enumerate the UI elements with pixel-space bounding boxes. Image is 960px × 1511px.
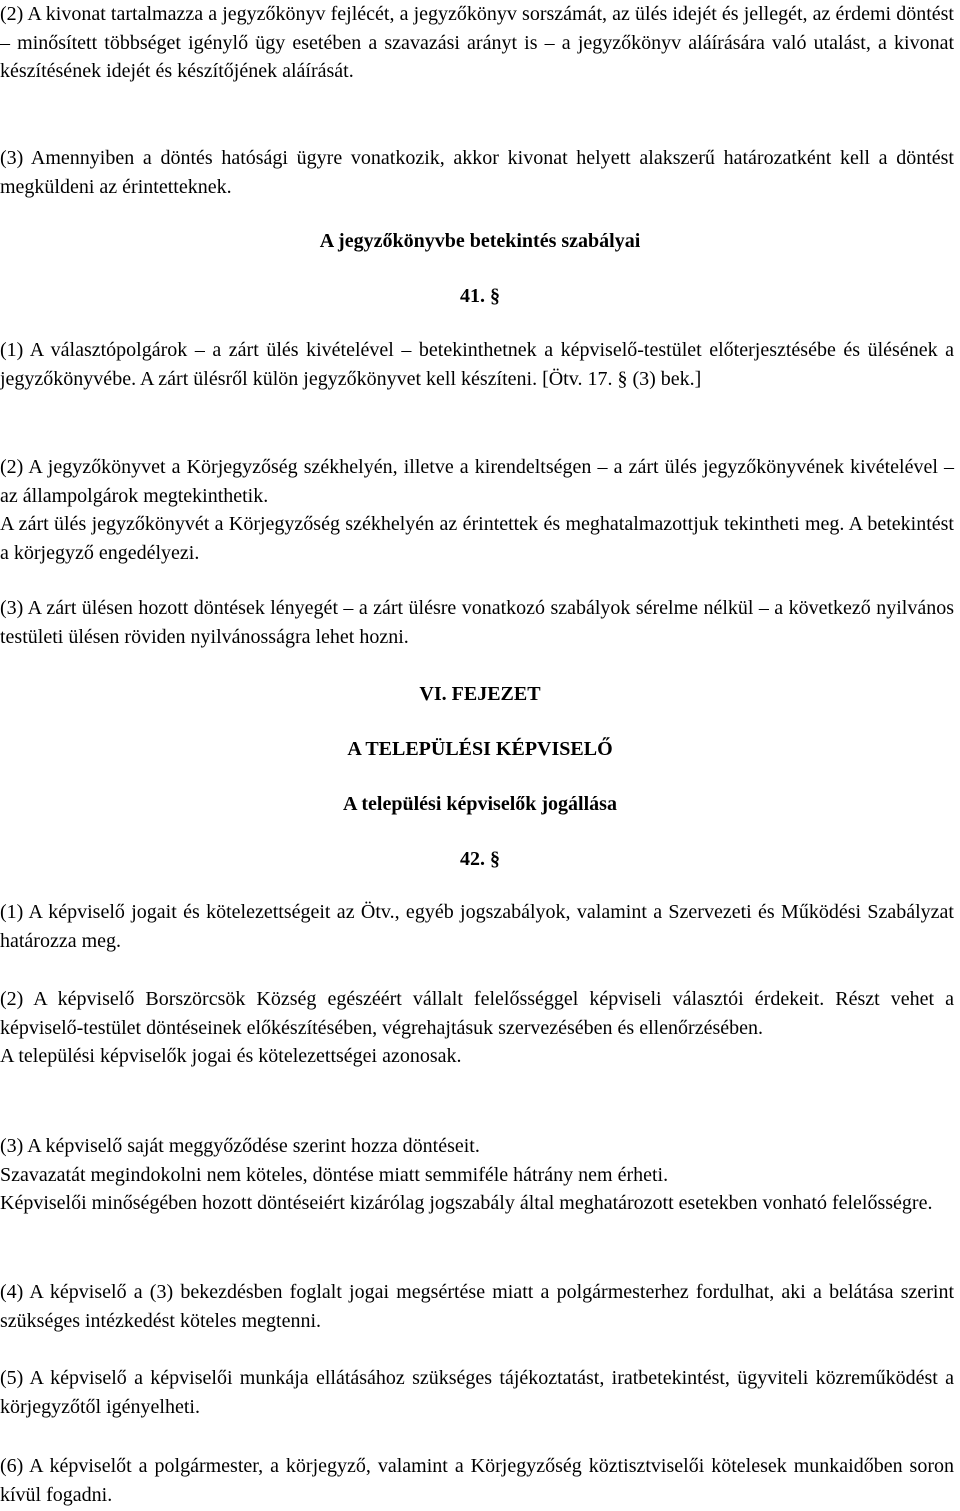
s42-paragraph-6: (6) A képviselőt a polgármester, a körjegyző, valamint a Körjegyzőség köztisztviselői kötelesek munkaidőben soron kívül fogadni. (0, 1455, 954, 1506)
section-heading-betekintes: A jegyzőkönyvbe betekintés szabályai (319, 230, 641, 252)
s42-paragraph-2b: A települési képviselők jogai és kötelezettségei azonosak. (0, 1045, 462, 1067)
s42-paragraph-3c: Képviselői minőségében hozott döntéseiért kizárólag jogszabály által meghatározott esetekben vonható felelősségre. (0, 1192, 933, 1214)
s41-paragraph-3: (3) A zárt ülésen hozott döntések lényegét – a zárt ülésre vonatkozó szabályok sérelme nélkül – a következő nyilvános testületi ülésen röviden nyilvánosságra lehet hozni. (0, 597, 954, 648)
s42-paragraph-3b: Szavazatát megindokolni nem köteles, döntése miatt semmiféle hátrány nem érheti. (0, 1163, 669, 1186)
s42-paragraph-2 (0, 985, 954, 1071)
chapter-title: A TELEPÜLÉSI KÉPVISELŐ (347, 738, 613, 760)
paragraph-2-kivonat: (2) A kivonat tartalmazza a jegyzőkönyv fejlécét, a jegyzőkönyv sorszámát, az ülés idejét és jellegét, az érdemi döntést – minősített többséget igénylő ügy esetében a szavazási arányt is – a jegyzőkönyv aláírására való utalást, a kivonat készítésének idejét és készítőjének aláírását. (0, 3, 954, 82)
chapter-number: VI. FEJEZET (419, 683, 541, 705)
section-number-42: 42. § (460, 848, 500, 870)
section-number-41: 41. § (460, 285, 500, 307)
s41-paragraph-1: (1) A választópolgárok – a zárt ülés kivételével – betekinthetnek a képviselő-testület előterjesztésébe és ülésének a jegyzőkönyvébe. A zárt ülésről külön jegyzőkönyvet kell készíteni. [Ötv. 17. § (3) bek.] (0, 339, 954, 390)
s42-paragraph-5: (5) A képviselő a képviselői munkája ellátásához szükséges tájékoztatást, iratbetekintést, ügyviteli közreműködést a körjegyzőtől igényelheti. (0, 1367, 954, 1418)
s41-paragraph-2 (0, 453, 954, 567)
s42-paragraph-2a: (2) A képviselő Borszörcsök Község egészéért vállalt felelősséggel képviseli választói érdekeit. Részt vehet a képviselő-testület döntéseinek előkészítésében, végrehajtásuk szervezésében és ellenőrzésében. (0, 988, 954, 1039)
s42-paragraph-3 (0, 1132, 954, 1218)
section-heading-jogallas: A települési képviselők jogállása (343, 793, 617, 815)
paragraph-3-hatosagi-ugy: (3) Amennyiben a döntés hatósági ügyre vonatkozik, akkor kivonat helyett alakszerű határozatként kell a döntést megküldeni az érintetteknek. (0, 147, 954, 198)
s41-paragraph-2a: (2) A jegyzőkönyvet a Körjegyzőség székhelyén, illetve a kirendeltségen – a zárt ülés jegyzőkönyvének kivételével – az állampolgárok megtekinthetik. (0, 456, 954, 507)
s42-paragraph-3a: (3) A képviselő saját meggyőződése szerint hozza döntéseit. (0, 1135, 480, 1157)
s42-paragraph-1: (1) A képviselő jogait és kötelezettségeit az Ötv., egyéb jogszabályok, valamint a Szervezeti és Működési Szabályzat határozza meg. (0, 901, 954, 952)
s42-paragraph-4: (4) A képviselő a (3) bekezdésben foglalt jogai megsértése miatt a polgármesterhez fordulhat, aki a belátása szerint szükséges intézkedést köteles megtenni. (0, 1281, 954, 1332)
s41-paragraph-2b: A zárt ülés jegyzőkönyvét a Körjegyzőség székhelyén az érintettek és meghatalmazottjuk tekintheti meg. A betekintést a körjegyző engedélyezi. (0, 513, 954, 564)
